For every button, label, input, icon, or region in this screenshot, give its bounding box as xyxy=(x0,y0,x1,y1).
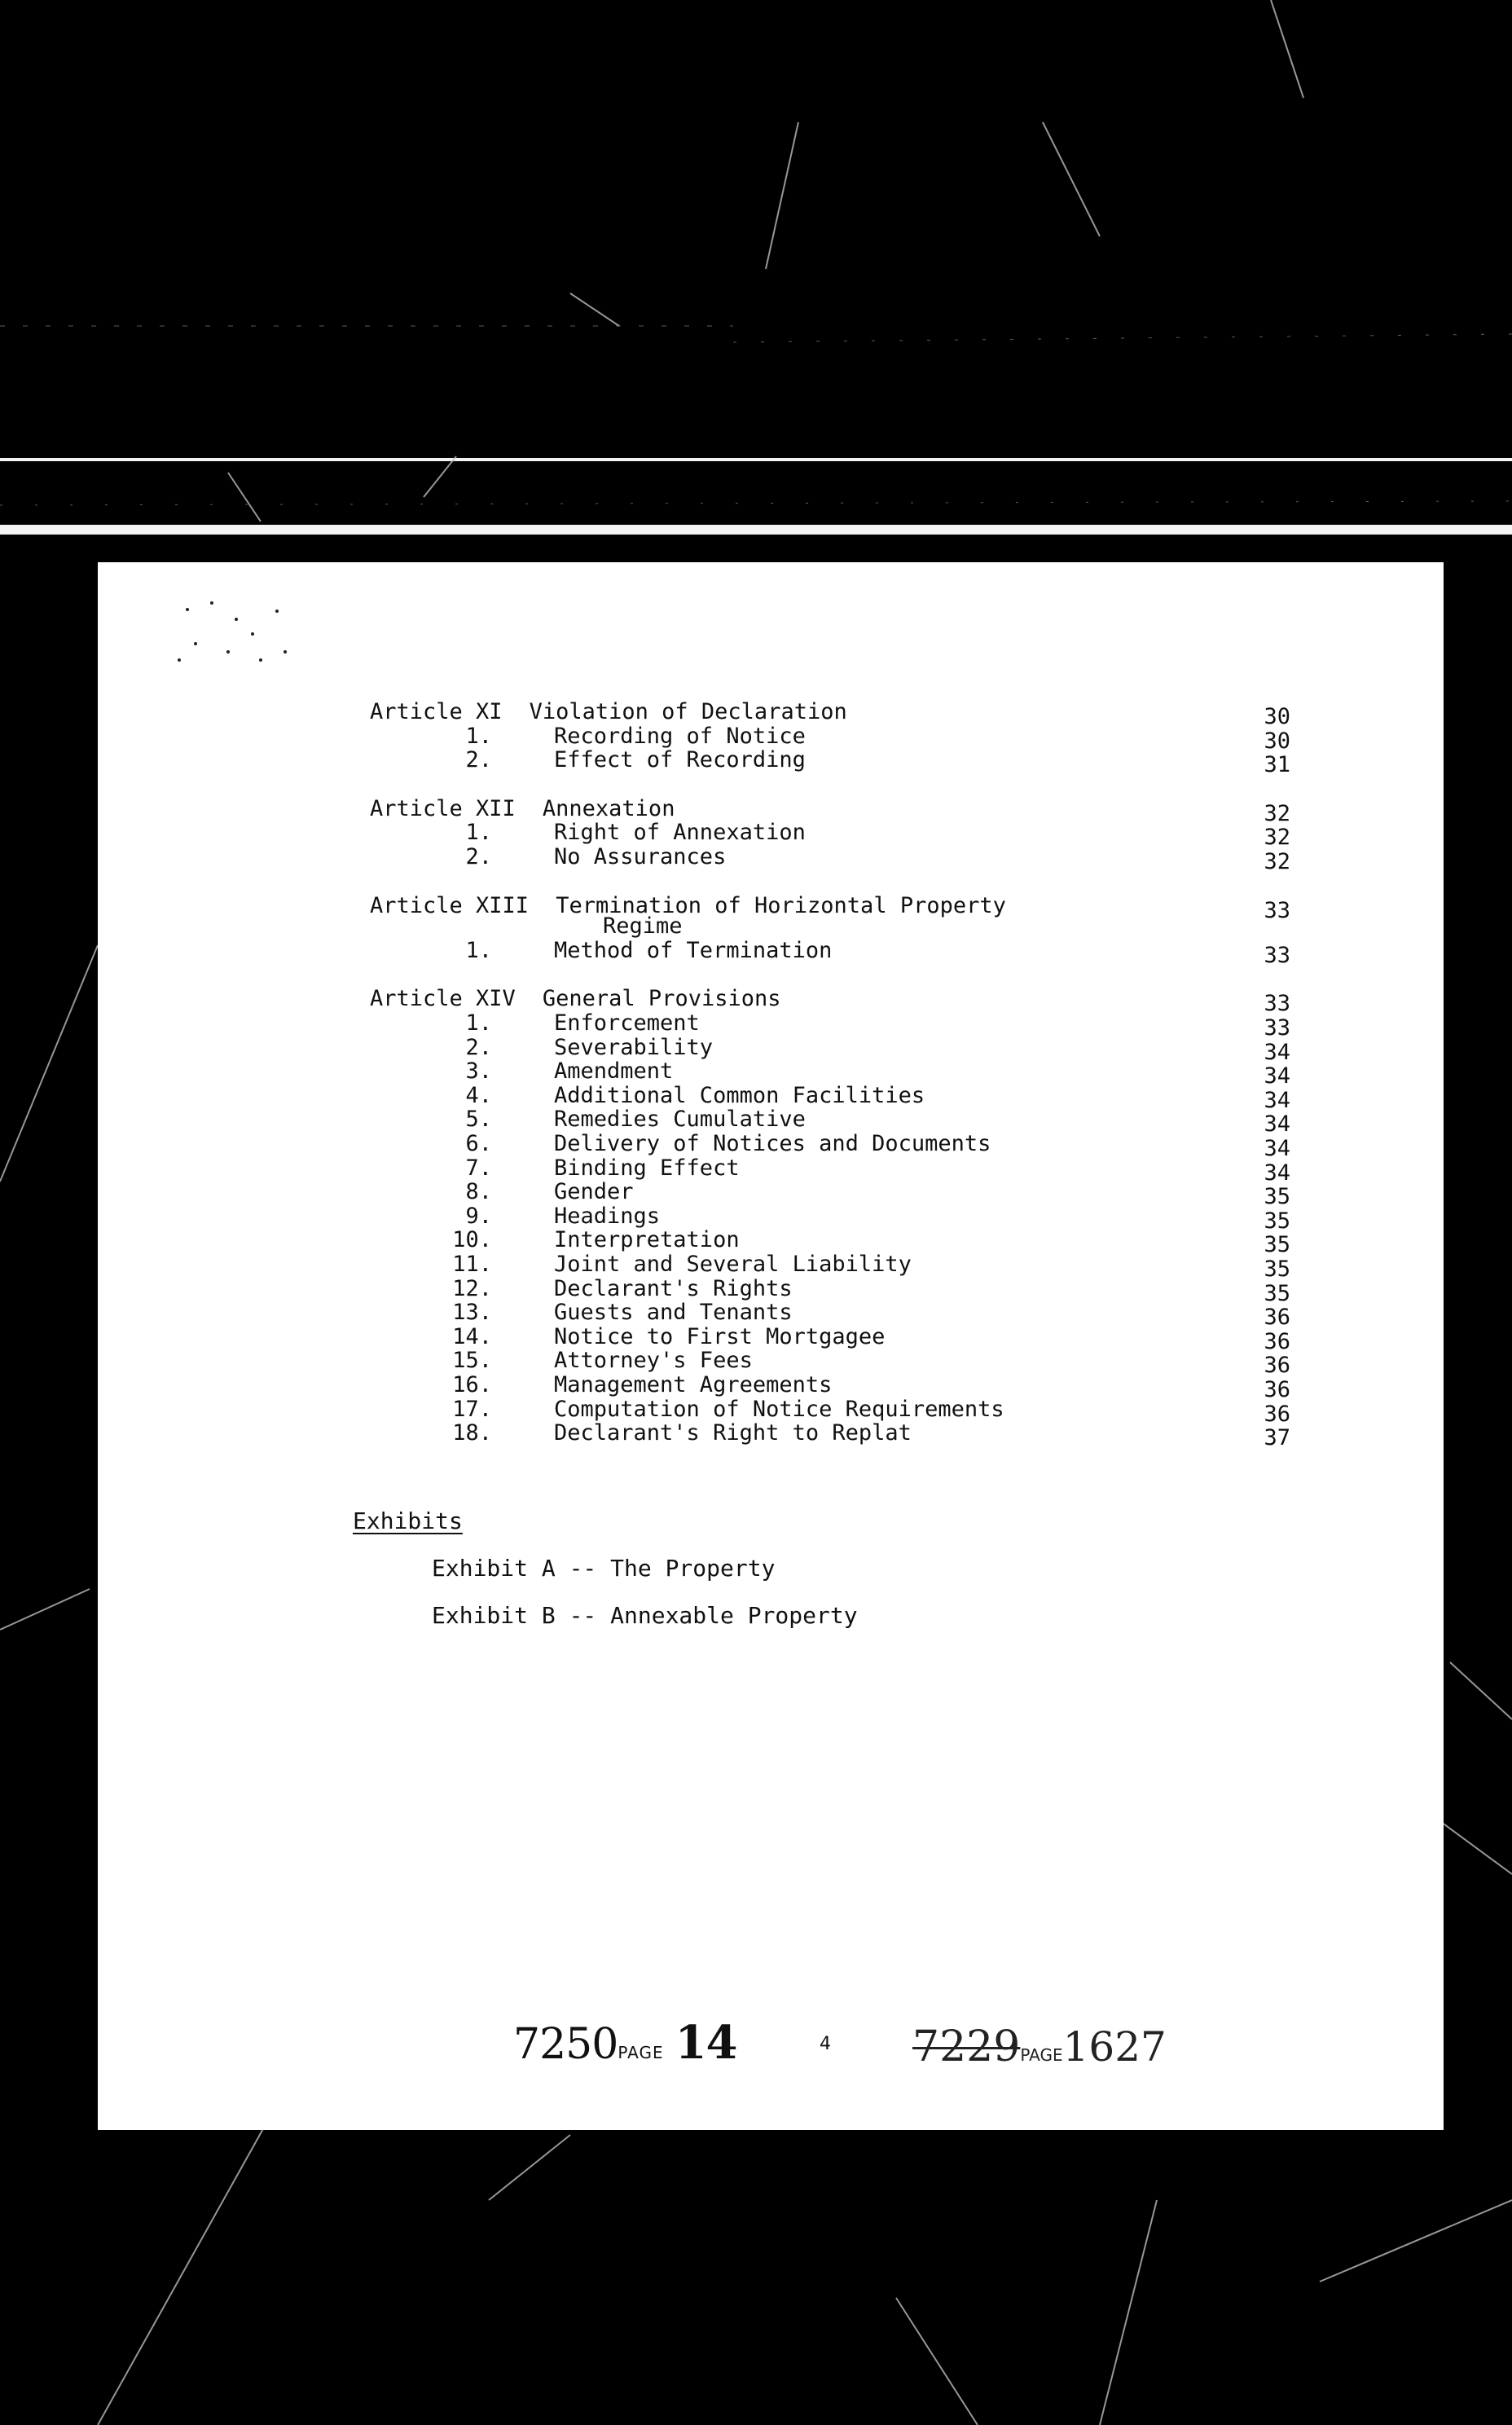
stamp-page-number: 14 xyxy=(675,2016,737,2070)
toc-item-number: 11. xyxy=(452,1252,492,1277)
toc-item-title: Binding Effect xyxy=(554,1155,740,1181)
scan-speckle xyxy=(163,595,293,668)
toc-item-number: 15. xyxy=(452,1348,492,1374)
toc-item-title: No Assurances xyxy=(554,844,727,869)
page-number: 4 xyxy=(820,2034,831,2054)
toc-article-heading xyxy=(98,699,1444,729)
toc-item-number: 10. xyxy=(452,1227,492,1253)
toc-page-number: 35 xyxy=(1264,1232,1290,1258)
toc-item xyxy=(98,844,1444,874)
toc-item xyxy=(98,1010,1444,1041)
toc-item-title: Gender xyxy=(554,1179,634,1205)
toc-page-number: 36 xyxy=(1264,1401,1290,1427)
toc-item xyxy=(98,1058,1444,1089)
toc-item xyxy=(98,1372,1444,1402)
toc-item xyxy=(98,1396,1444,1427)
recording-stamp-current xyxy=(513,2016,737,2070)
toc-item xyxy=(98,1323,1444,1354)
toc-item xyxy=(98,1252,1444,1282)
toc-item-number: 2. xyxy=(465,844,492,869)
stamp-page-label: PAGE xyxy=(618,2043,664,2062)
scan-band-top xyxy=(0,458,1512,461)
toc-article-heading xyxy=(98,795,1444,826)
superseded-page-number: 1627 xyxy=(1062,2023,1167,2071)
toc-item-title: Guests and Tenants xyxy=(554,1300,793,1326)
document-page xyxy=(98,562,1444,2130)
toc-item-title: Declarant's Rights xyxy=(554,1275,793,1301)
toc-article-heading-continued xyxy=(98,913,1444,940)
exhibit-a: Exhibit A -- The Property xyxy=(432,1555,776,1582)
toc-item-title: Right of Annexation xyxy=(554,820,806,846)
toc-item-title: Interpretation xyxy=(554,1227,740,1253)
article-label: Article XII xyxy=(370,795,516,821)
toc-item-title: Remedies Cumulative xyxy=(554,1107,806,1133)
article-title: Annexation xyxy=(542,795,675,821)
toc-item-title: Enforcement xyxy=(554,1010,700,1036)
article-title: General Provisions xyxy=(542,986,781,1012)
toc-item-title: Notice to First Mortgagee xyxy=(554,1323,886,1349)
toc-item-number: 1. xyxy=(465,723,492,749)
toc-page-number: 34 xyxy=(1264,1039,1290,1065)
toc-item xyxy=(98,747,1444,778)
toc-item xyxy=(98,1034,1444,1065)
toc-page-number: 36 xyxy=(1264,1353,1290,1379)
toc-item-number: 4. xyxy=(465,1082,492,1108)
toc-page-number: 36 xyxy=(1264,1377,1290,1402)
toc-item-title: Severability xyxy=(554,1034,714,1060)
toc-item-number: 14. xyxy=(452,1323,492,1349)
toc-item xyxy=(98,1179,1444,1210)
toc-item-number: 1. xyxy=(465,820,492,846)
toc-page-number: 30 xyxy=(1264,704,1290,729)
toc-item xyxy=(98,1082,1444,1113)
toc-item-title: Joint and Several Liability xyxy=(554,1252,912,1277)
toc-item xyxy=(98,1203,1444,1234)
stamp-book-number: 7250 xyxy=(513,2020,618,2069)
toc-page-number: 34 xyxy=(1264,1136,1290,1161)
toc-item xyxy=(98,1275,1444,1306)
article-title: Termination of Horizontal Property xyxy=(556,892,1006,918)
superseded-book-number: 7229 xyxy=(912,2022,1021,2071)
toc-item xyxy=(98,1155,1444,1186)
article-label: Article XIII xyxy=(370,892,530,918)
exhibit-b: Exhibit B -- Annexable Property xyxy=(432,1602,858,1629)
toc-item xyxy=(98,937,1444,968)
scan-band-mid xyxy=(0,525,1512,535)
toc-page-number: 35 xyxy=(1264,1257,1290,1282)
toc-item-number: 5. xyxy=(465,1107,492,1133)
toc-item-number: 17. xyxy=(452,1396,492,1422)
toc-item-title: Method of Termination xyxy=(554,937,833,963)
toc-page-number: 35 xyxy=(1264,1184,1290,1210)
toc-item-title: Delivery of Notices and Documents xyxy=(554,1131,991,1156)
toc-page-number: 33 xyxy=(1264,991,1290,1017)
toc-item-number: 12. xyxy=(452,1275,492,1301)
toc-article-heading xyxy=(98,986,1444,1017)
toc-item-number: 3. xyxy=(465,1058,492,1085)
recording-stamp-superseded xyxy=(912,2022,1167,2071)
toc-page-number: 36 xyxy=(1264,1328,1290,1354)
toc-item-number: 2. xyxy=(465,1034,492,1060)
toc-item xyxy=(98,1420,1444,1451)
toc-page-number: 33 xyxy=(1264,942,1290,968)
toc-item-title: Management Agreements xyxy=(554,1372,833,1397)
toc-item-number: 18. xyxy=(452,1420,492,1446)
toc-item-title: Computation of Notice Requirements xyxy=(554,1396,1004,1422)
toc-item xyxy=(98,1348,1444,1379)
article-title: Violation of Declaration xyxy=(529,699,847,724)
toc-item xyxy=(98,1300,1444,1331)
toc-item-number: 16. xyxy=(452,1372,492,1397)
toc-page-number: 34 xyxy=(1264,1160,1290,1186)
toc-item xyxy=(98,1107,1444,1138)
toc-item-title: Amendment xyxy=(554,1058,674,1085)
toc-item-number: 13. xyxy=(452,1300,492,1326)
toc-item xyxy=(98,723,1444,754)
toc-item-number: 1. xyxy=(465,1010,492,1036)
toc-item-number: 2. xyxy=(465,747,492,773)
article-title-continued: Regime xyxy=(603,913,683,940)
toc-item-number: 8. xyxy=(465,1179,492,1205)
toc-item-number: 7. xyxy=(465,1155,492,1181)
toc-page-number: 36 xyxy=(1264,1305,1290,1331)
toc-page-number: 32 xyxy=(1264,849,1290,874)
article-label: Article XIV xyxy=(370,986,516,1012)
toc-item-title: Additional Common Facilities xyxy=(554,1082,925,1108)
toc-page-number: 31 xyxy=(1264,752,1290,778)
article-label: Article XI xyxy=(370,699,503,724)
exhibits-heading: Exhibits xyxy=(353,1507,463,1534)
toc-item-title: Headings xyxy=(554,1203,661,1229)
toc-item-number: 6. xyxy=(465,1131,492,1156)
toc-item-title: Recording of Notice xyxy=(554,723,806,749)
toc-page-number: 35 xyxy=(1264,1280,1290,1306)
toc-item-title: Declarant's Right to Replat xyxy=(554,1420,912,1446)
toc-item-title: Effect of Recording xyxy=(554,747,806,773)
toc-item-number: 9. xyxy=(465,1203,492,1229)
toc-item-number: 1. xyxy=(465,937,492,963)
toc-item xyxy=(98,1227,1444,1258)
toc-page-number: 34 xyxy=(1264,1111,1290,1138)
toc-page-number: 33 xyxy=(1264,1015,1290,1041)
toc-page-number: 37 xyxy=(1264,1425,1290,1451)
toc-page-number: 35 xyxy=(1264,1208,1290,1234)
toc-page-number: 34 xyxy=(1264,1063,1290,1089)
toc-page-number: 32 xyxy=(1264,825,1290,851)
toc-page-number: 33 xyxy=(1264,897,1290,923)
toc-page-number: 30 xyxy=(1264,728,1290,754)
toc-item xyxy=(98,820,1444,851)
toc-page-number: 32 xyxy=(1264,800,1290,826)
toc-item-title: Attorney's Fees xyxy=(554,1348,753,1374)
toc-page-number: 34 xyxy=(1264,1087,1290,1113)
toc-item xyxy=(98,1131,1444,1161)
superseded-page-label: PAGE xyxy=(1020,2045,1063,2065)
